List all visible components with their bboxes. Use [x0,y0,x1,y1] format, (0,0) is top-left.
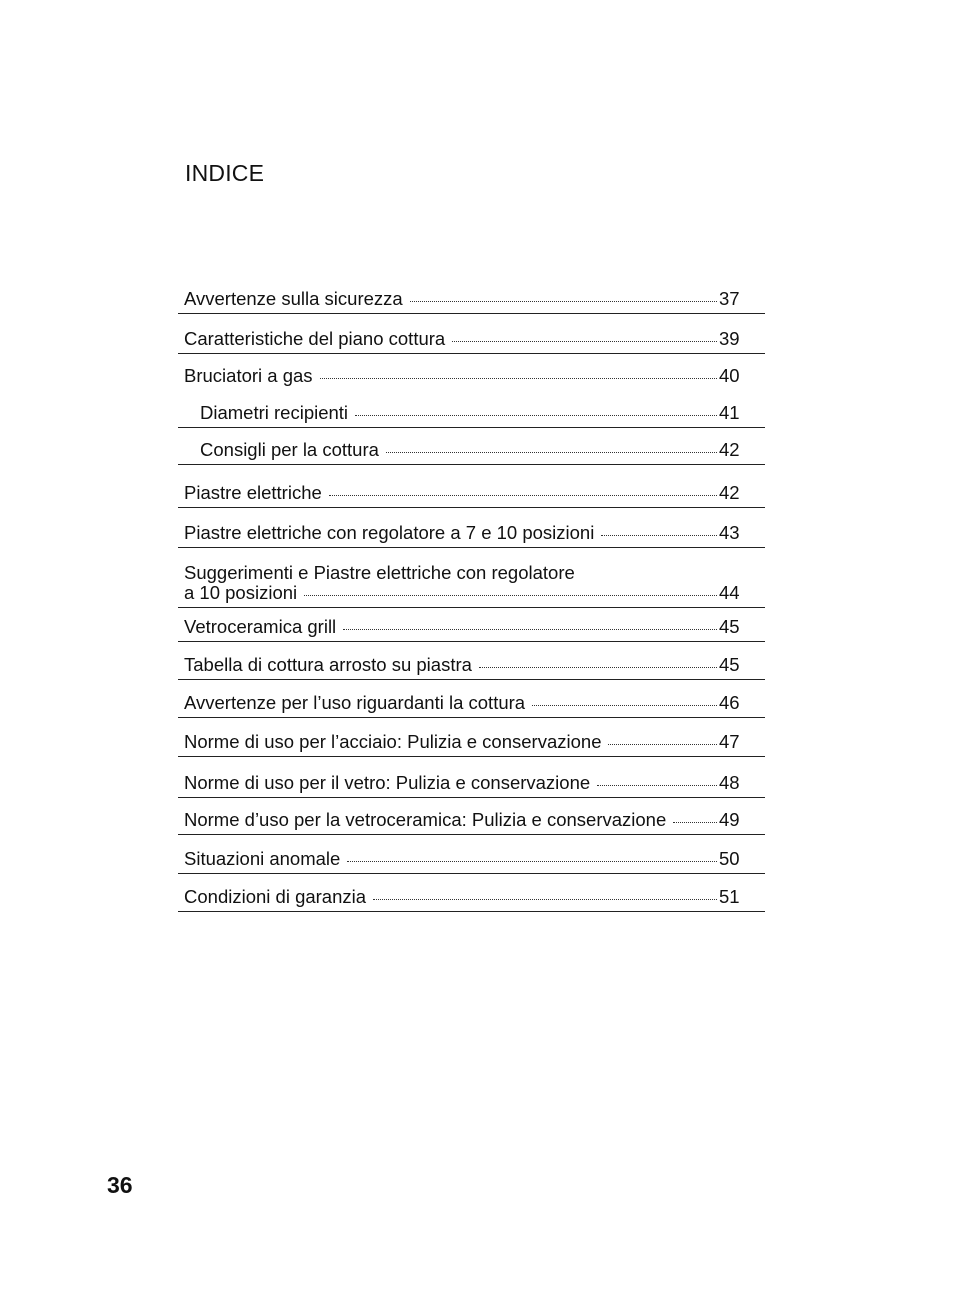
toc-entry-page: 41 [719,402,740,423]
dot-leader [329,495,717,496]
dot-leader [597,785,717,786]
toc-entry[interactable] [178,642,765,680]
toc-entry[interactable] [178,465,765,508]
page-number: 36 [107,1172,133,1198]
toc-entry-page: 48 [719,772,740,793]
toc-entry-page: 39 [719,328,740,349]
toc-entry[interactable] [178,354,765,390]
toc-entry-page: 46 [719,692,740,713]
toc-subentry[interactable] [178,428,765,465]
dot-leader [601,535,717,536]
page-title: INDICE [185,160,265,186]
toc-entry-label: Caratteristiche del piano cottura [184,328,446,349]
toc-entry-page: 47 [719,731,740,752]
dot-leader [304,595,717,596]
dot-leader [410,301,717,302]
toc-entry-label: Avvertenze sulla sicurezza [184,288,403,309]
toc-entry-label: Situazioni anomale [184,848,341,869]
toc-entry-page: 42 [719,439,740,460]
toc-entry-label-line2: a 10 posizioni [184,582,298,603]
toc-entry-page: 43 [719,522,740,543]
toc-entry-label: Diametri recipienti [200,402,349,423]
toc-entry[interactable] [178,835,765,874]
dot-leader [673,822,717,823]
toc-entry-label: Norme di uso per l’acciaio: Pulizia e conservazione [184,731,602,752]
toc-entry-page: 42 [719,482,740,503]
toc-entry[interactable] [178,508,765,548]
toc-entry[interactable] [178,718,765,757]
toc-entry-label: Bruciatori a gas [184,365,313,386]
toc-entry[interactable] [178,757,765,798]
toc-entry-label: Condizioni di garanzia [184,886,367,907]
toc-entry-page: 51 [719,886,740,907]
toc-entry-label: Piastre elettriche con regolatore a 7 e 10 posizioni [184,522,595,543]
toc-entry-label-line1: Suggerimenti e Piastre elettriche con regolatore [184,562,575,583]
toc-entry[interactable] [178,314,765,354]
toc-entry[interactable] [178,548,765,608]
dot-leader [479,667,717,668]
toc-entry-label: Tabella di cottura arrosto su piastra [184,654,472,675]
toc-entry-page: 40 [719,365,740,386]
dot-leader [532,705,717,706]
dot-leader [343,629,717,630]
dot-leader [347,861,717,862]
toc-entry-label: Piastre elettriche [184,482,322,503]
toc-entry[interactable] [178,608,765,642]
dot-leader [320,378,717,379]
toc-entry[interactable] [178,798,765,835]
toc-entry-label: Norme d’uso per la vetroceramica: Pulizia e conservazione [184,809,667,830]
dot-leader [452,341,717,342]
toc-entry-page: 50 [719,848,740,869]
toc-entry-page: 49 [719,809,740,830]
toc-entry-label: Avvertenze per l’uso riguardanti la cottura [184,692,526,713]
table-of-contents [178,282,765,912]
dot-leader [373,899,717,900]
toc-entry-page: 44 [719,582,740,603]
toc-entry-page: 45 [719,616,740,637]
dot-leader [608,744,717,745]
toc-entry[interactable] [178,282,765,314]
toc-entry-page: 37 [719,288,740,309]
toc-entry-label: Norme di uso per il vetro: Pulizia e conservazione [184,772,591,793]
toc-entry[interactable] [178,680,765,718]
toc-subentry[interactable] [178,390,765,428]
dot-leader [355,415,717,416]
toc-entry-label: Vetroceramica grill [184,616,337,637]
toc-entry-label: Consigli per la cottura [200,439,379,460]
toc-entry[interactable] [178,874,765,912]
toc-entry-page: 45 [719,654,740,675]
dot-leader [386,452,717,453]
